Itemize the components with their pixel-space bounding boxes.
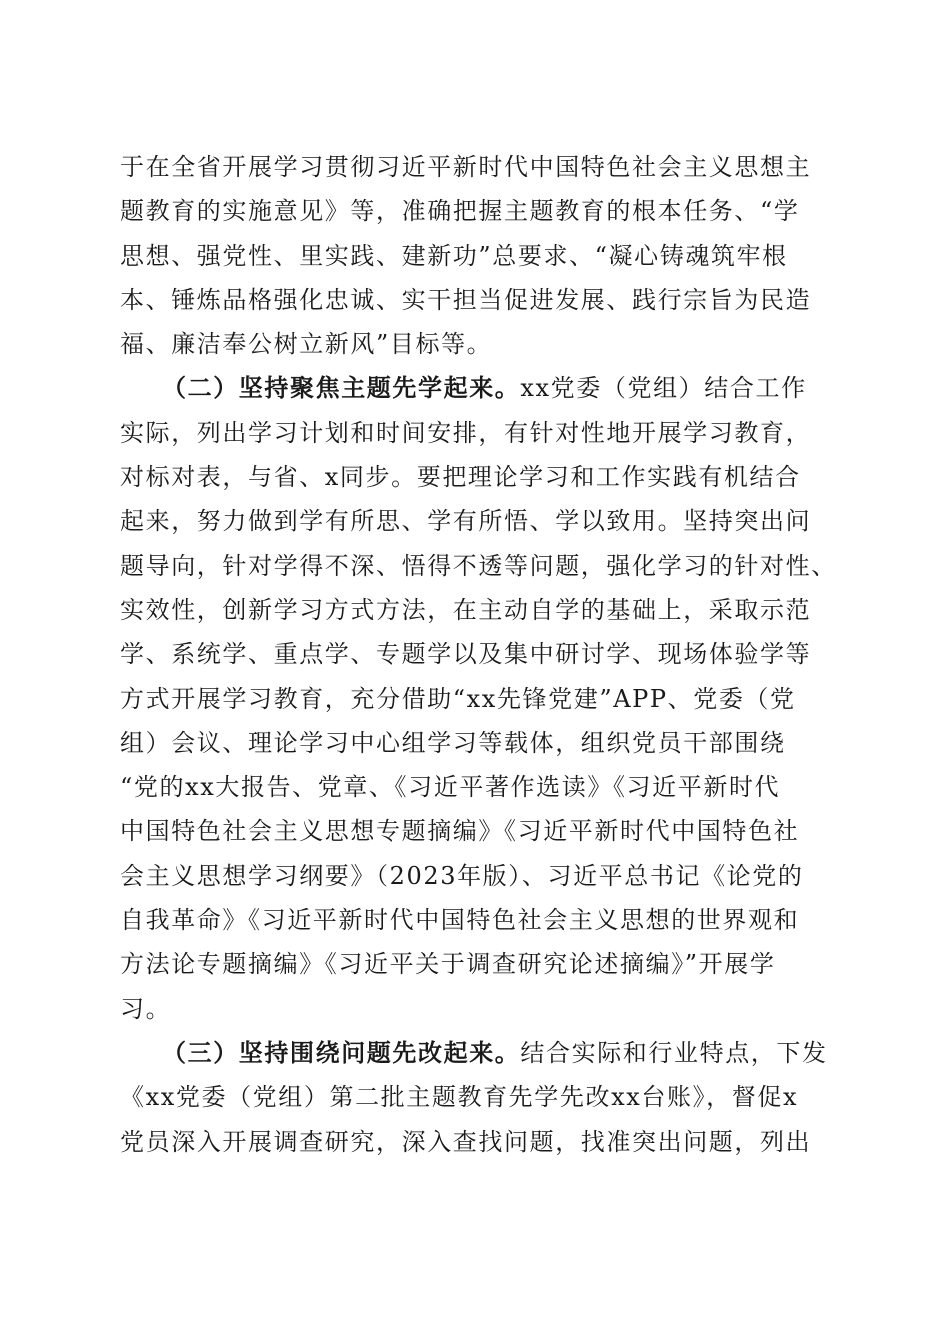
paragraph2-line-10: “党的xx大报告、党章、《习近平著作选读》《习近平新时代 <box>120 773 781 802</box>
paragraph3-line-2: 《xx党委（党组）第二批主题教育先学先改xx台账》，督促x <box>120 1083 799 1112</box>
paragraph2-heading: （二）坚持聚焦主题先学起来。 <box>162 373 521 403</box>
paragraph2-line-9: 组）会议、理论学习中心组学习等载体，组织党员干部围绕 <box>120 728 786 757</box>
paragraph2-first-line <box>120 366 840 410</box>
paragraph3-first-line-text: 结合实际和行业特点，下发 <box>520 1038 828 1067</box>
paragraph2-line-6: 实效性，创新学习方式方法，在主动自学的基础上，采取示范 <box>120 595 812 624</box>
paragraph2-line-12: 会主义思想学习纲要》（2023年版）、习近平总书记《论党的 <box>120 861 804 890</box>
paragraph3-first-line <box>120 1031 840 1075</box>
paragraph1-line-4: 本、锤炼品格强化忠诚、实干担当促进发展、践行宗旨为民造 <box>120 285 812 314</box>
paragraph2-line-7: 学、系统学、重点学、专题学以及集中研讨学、现场体验学等 <box>120 640 812 669</box>
paragraph2-line-2: 实际，列出学习计划和时间安排，有针对性地开展学习教育， <box>120 418 812 447</box>
paragraph3-heading: （三）坚持围绕问题先改起来。 <box>162 1037 521 1067</box>
paragraph2-line-8: 方式开展学习教育，充分借助“xx先锋党建”APP、党委（党 <box>120 684 796 713</box>
paragraph1-line-1: 于在全省开展学习贯彻习近平新时代中国特色社会主义思想主 <box>120 153 812 181</box>
paragraph2-line-15: 习。 <box>120 994 172 1023</box>
document-body <box>120 145 840 1164</box>
paragraph2-first-line-text: xx党委（党组）结合工作 <box>520 374 807 403</box>
paragraph2-line-3: 对标对表，与省、x同步。要把理论学习和工作实践有机结合 <box>120 463 801 492</box>
paragraph1-line-3: 思想、强党性、里实践、建新功”总要求、“凝心铸魂筑牢根 <box>120 241 788 270</box>
paragraph2-line-14: 方法论专题摘编》《习近平关于调查研究论述摘编》”开展学 <box>120 950 776 979</box>
paragraph1-line-2: 题教育的实施意见》等，准确把握主题教育的根本任务、“学 <box>120 197 800 226</box>
paragraph1-line-5: 福、廉洁奉公树立新风”目标等。 <box>120 330 493 359</box>
paragraph2-line-13: 自我革命》《习近平新时代中国特色社会主义思想的世界观和 <box>120 906 800 935</box>
paragraph2-line-11: 中国特色社会主义思想专题摘编》《习近平新时代中国特色社 <box>120 817 800 846</box>
paragraph2-line-5: 题导向，针对学得不深、悟得不透等问题，强化学习的针对性、 <box>120 551 837 580</box>
paragraph2-line-4: 起来，努力做到学有所思、学有所悟、学以致用。坚持突出问 <box>120 507 812 536</box>
paragraph3-line-3: 党员深入开展调查研究，深入查找问题，找准突出问题，列出 <box>120 1127 812 1156</box>
